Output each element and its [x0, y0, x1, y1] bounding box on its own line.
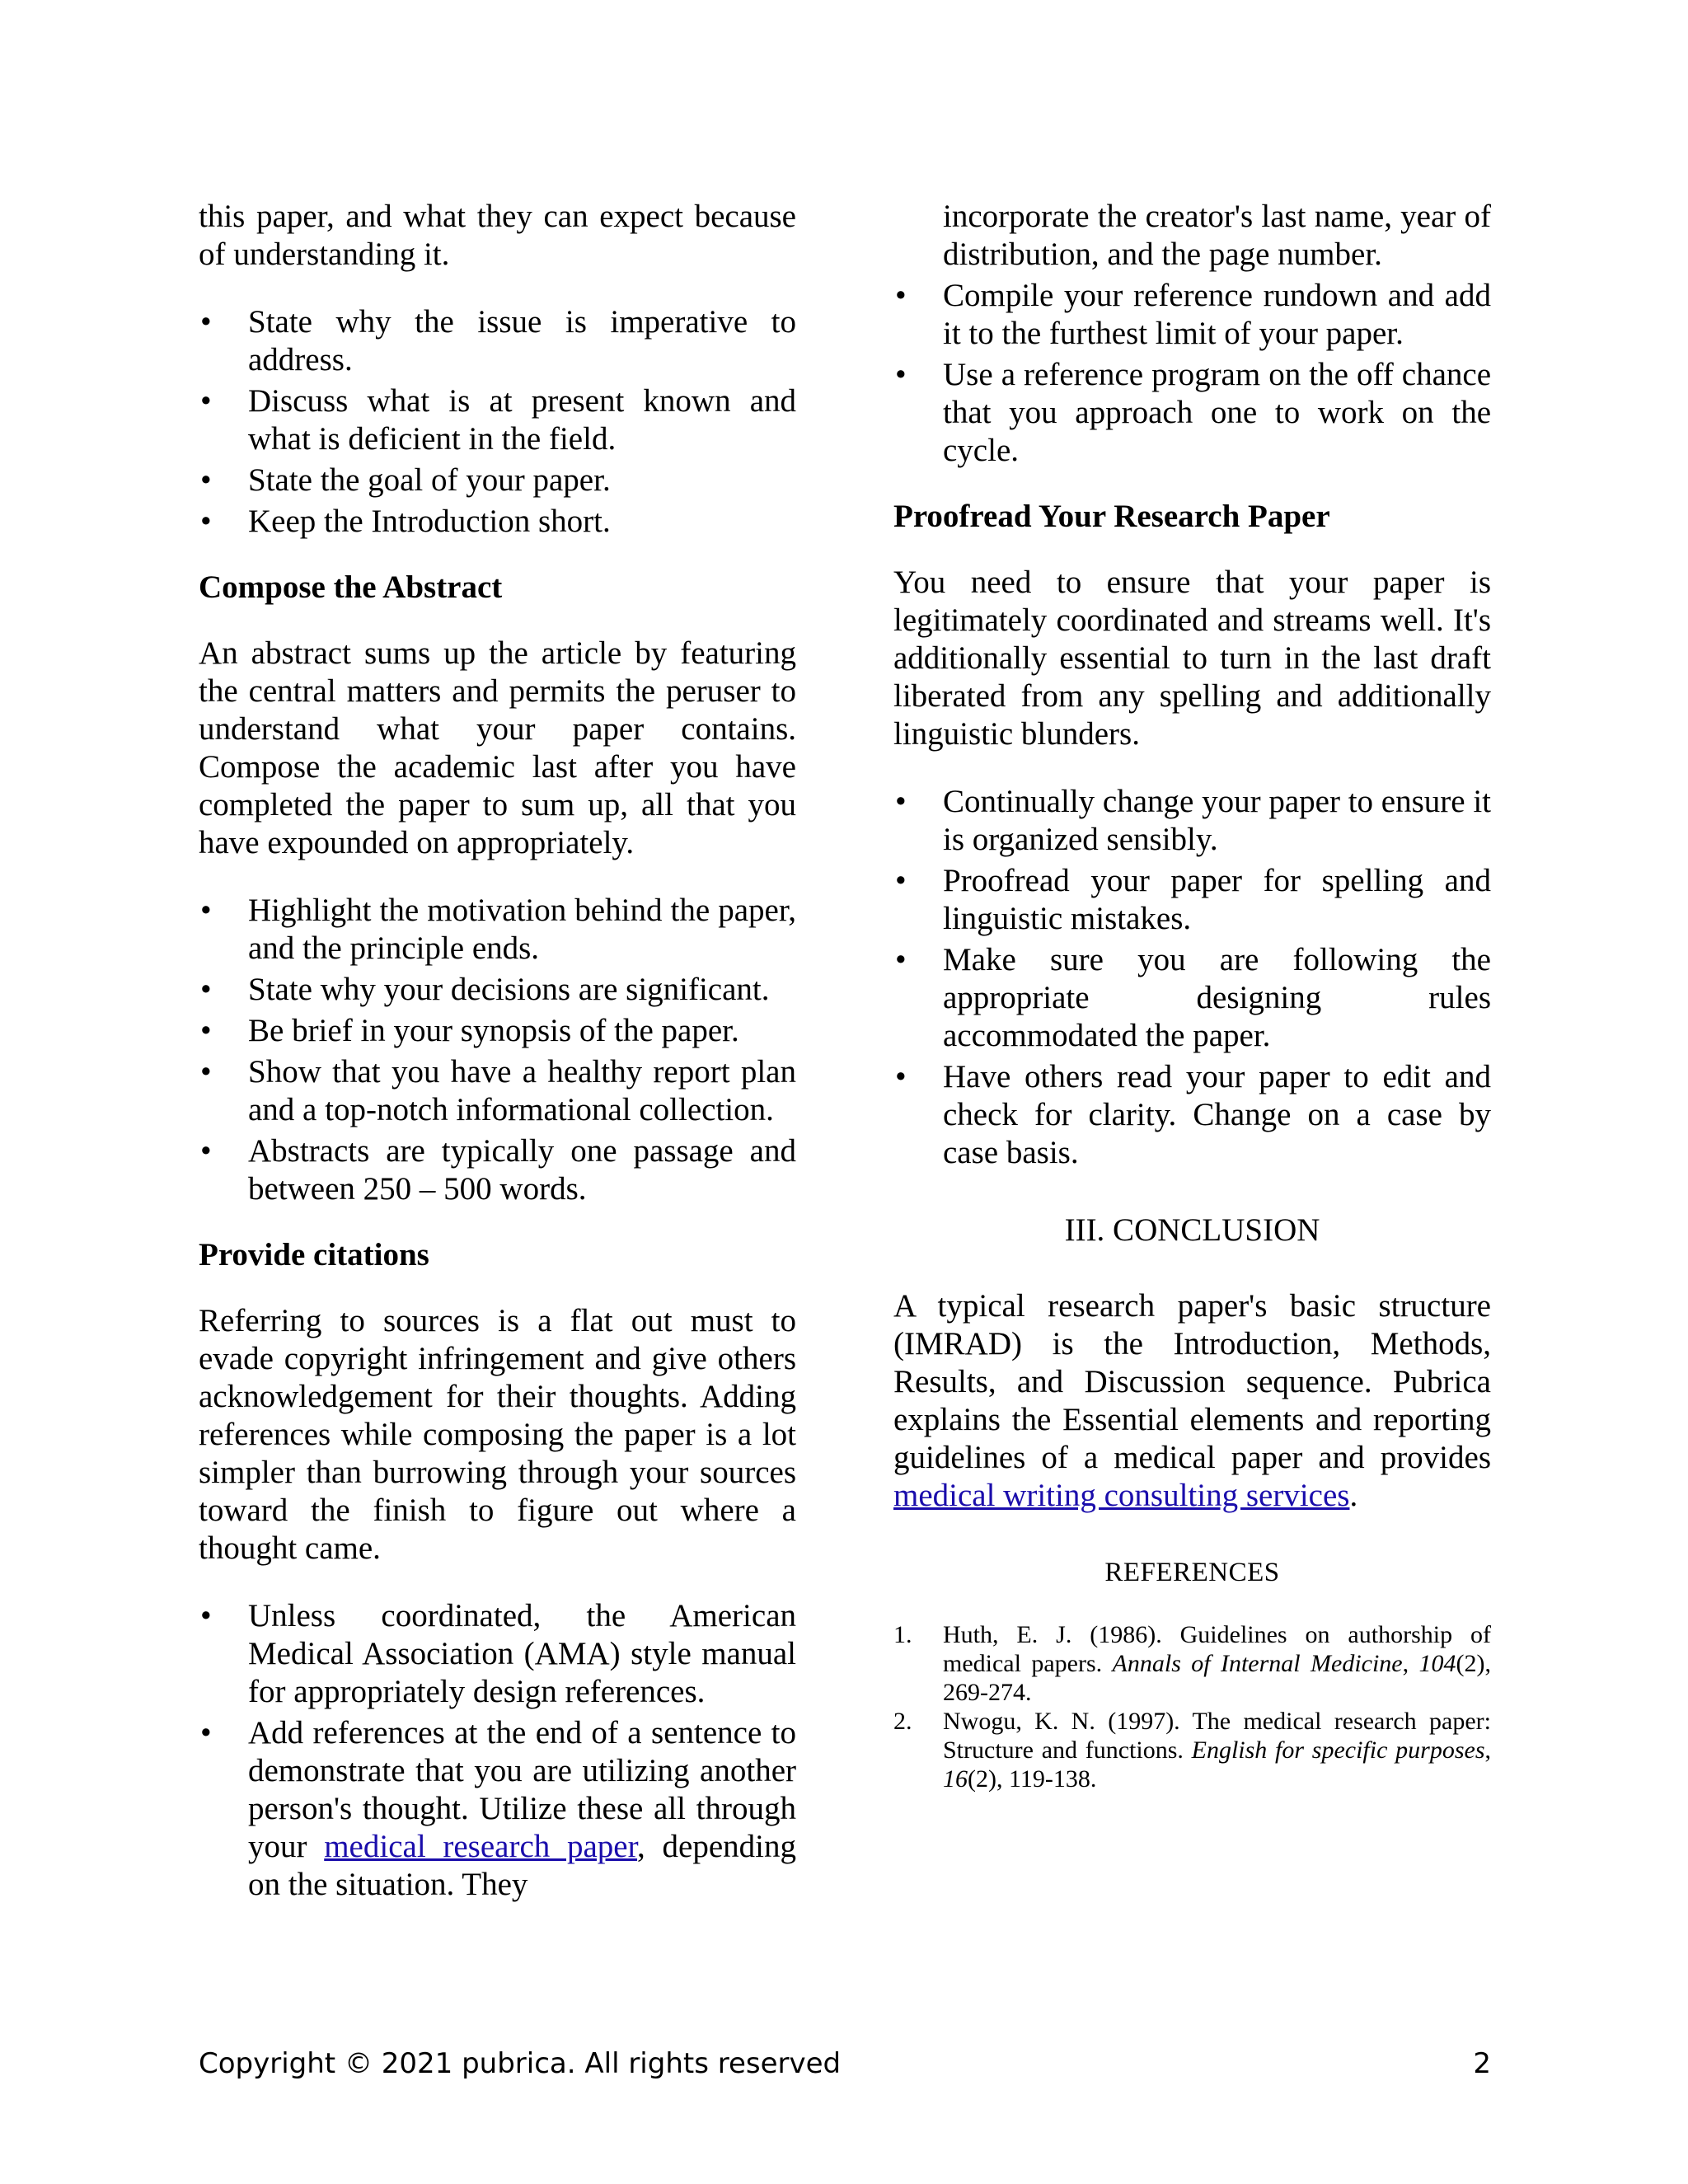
- citations-heading: Provide citations: [199, 1237, 429, 1272]
- journal-title: Annals of Internal Medicine: [1112, 1650, 1403, 1677]
- bullet-icon: •: [200, 1054, 212, 1090]
- list-item: • Highlight the motivation behind the paper, and the principle ends.: [200, 893, 796, 966]
- journal-title: English for specific purposes: [1191, 1736, 1485, 1764]
- list-item: • Continually change your paper to ensure it is organized sensibly.: [895, 784, 1491, 857]
- list-item: • Compile your reference rundown and add it to the furthest limit of your paper.: [895, 278, 1491, 351]
- list-item: • State the goal of your paper.: [200, 462, 611, 498]
- right-column: [893, 198, 1491, 1793]
- references-heading: REFERENCES: [1104, 1558, 1280, 1587]
- bullet-icon: •: [200, 304, 212, 340]
- list-item: • Abstracts are typically one passage and between 250 – 500 words.: [200, 1133, 796, 1207]
- list-item: • Add references at the end of a sentence to demonstrate that you are utilizing another person's thought. Utilize these all through your medical research paper, depending on the situation. They: [200, 1715, 796, 1902]
- abstract-paragraph: An abstract sums up the article by featuring the central matters and permits the peruser to understand what your paper contains. Compose the academic last after you have completed the paper to sum up, all that you have expounded on appropriately.: [199, 635, 796, 860]
- bullet-icon: •: [200, 1133, 212, 1169]
- bullet-icon: •: [200, 1013, 212, 1048]
- left-column: [199, 198, 796, 1932]
- proofread-heading: Proofread Your Research Paper: [893, 499, 1330, 534]
- bullet-icon: •: [200, 893, 212, 928]
- medical-research-paper-link[interactable]: medical research paper: [324, 1829, 638, 1864]
- page-number: 2: [1473, 2047, 1491, 2080]
- reference-number: 2.: [893, 1708, 912, 1735]
- conclusion-heading: III. CONCLUSION: [1064, 1212, 1320, 1248]
- bullet-icon: •: [200, 383, 212, 419]
- bullet-icon: •: [200, 462, 212, 498]
- bullet-continuation-text: incorporate the creator's last name, year of distribution, and the page number.: [943, 199, 1491, 272]
- page-footer: [199, 2047, 1491, 2080]
- copyright-notice: Copyright © 2021 pubrica. All rights reserved: [199, 2047, 842, 2080]
- list-item: • Make sure you are following the appropriate designing rules accommodated the paper.: [895, 942, 1491, 1053]
- proofread-paragraph: You need to ensure that your paper is legitimately coordinated and streams well. It's additionally essential to turn in the last draft liberated from any spelling and additionally linguistic blunders.: [893, 565, 1491, 752]
- bullet-icon: •: [200, 972, 212, 1007]
- journal-volume: 16: [943, 1765, 968, 1793]
- bullet-icon: •: [895, 863, 907, 898]
- citations-paragraph: Referring to sources is a flat out must to evade copyright infringement and give others acknowledgement for their thoughts. Adding references while composing the paper is a lot simpler than burrowing through your sources toward the finish to figure out where a thought came.: [199, 1303, 796, 1566]
- bullet-icon: •: [200, 504, 212, 539]
- proofread-bullet-list: [893, 783, 1491, 1172]
- list-item: • Show that you have a healthy report plan and a top-notch informational collection.: [200, 1054, 796, 1127]
- list-item: • Keep the Introduction short.: [200, 504, 611, 539]
- list-item: • Unless coordinated, the American Medical Association (AMA) style manual for appropriately design references.: [200, 1598, 796, 1709]
- citations-bullet-list: [199, 1597, 796, 1904]
- bullet-icon: •: [895, 784, 907, 819]
- abstract-heading: Compose the Abstract: [199, 569, 503, 605]
- conclusion-paragraph: A typical research paper's basic structure (IMRAD) is the Introduction, Methods, Results, and Discussion sequence. Pubrica explains the Essential elements and reporting guidelines of a medical paper and provides medical writing consulting services.: [893, 1288, 1491, 1513]
- bullet-icon: •: [895, 942, 907, 977]
- bullet-icon: •: [200, 1715, 212, 1750]
- list-item: • Proofread your paper for spelling and linguistic mistakes.: [895, 863, 1491, 936]
- intro-bullet-list: [199, 303, 796, 541]
- list-item: • Be brief in your synopsis of the paper.: [200, 1013, 739, 1048]
- list-item: • Use a reference program on the off chance that you approach one to work on the cycle.: [895, 357, 1491, 468]
- bullet-icon: •: [895, 357, 907, 392]
- bullet-icon: •: [895, 1059, 907, 1094]
- journal-volume: 104: [1418, 1650, 1456, 1677]
- abstract-bullet-list: [199, 892, 796, 1208]
- reference-item: 2. Nwogu, K. N. (1997). The medical research paper: Structure and functions. English for specific purposes, 16(2), 119-138.: [893, 1708, 1491, 1793]
- intro-continuation-paragraph: this paper, and what they can expect because of understanding it.: [199, 199, 796, 272]
- list-item: • Discuss what is at present known and what is deficient in the field.: [200, 383, 796, 457]
- reference-number: 1.: [893, 1621, 912, 1648]
- references-list: [893, 1620, 1491, 1793]
- bullet-icon: •: [200, 1598, 212, 1633]
- citation-tips-bullet-list: [893, 277, 1491, 470]
- reference-item: 1. Huth, E. J. (1986). Guidelines on authorship of medical papers. Annals of Internal Medicine, 104(2), 269-274.: [893, 1621, 1491, 1706]
- list-item: • State why the issue is imperative to address.: [200, 304, 796, 377]
- list-item: • State why your decisions are significant.: [200, 972, 770, 1007]
- list-item: • Have others read your paper to edit and check for clarity. Change on a case by case basis.: [895, 1059, 1491, 1170]
- bullet-icon: •: [895, 278, 907, 313]
- medical-writing-consulting-services-link[interactable]: medical writing consulting services: [893, 1478, 1350, 1513]
